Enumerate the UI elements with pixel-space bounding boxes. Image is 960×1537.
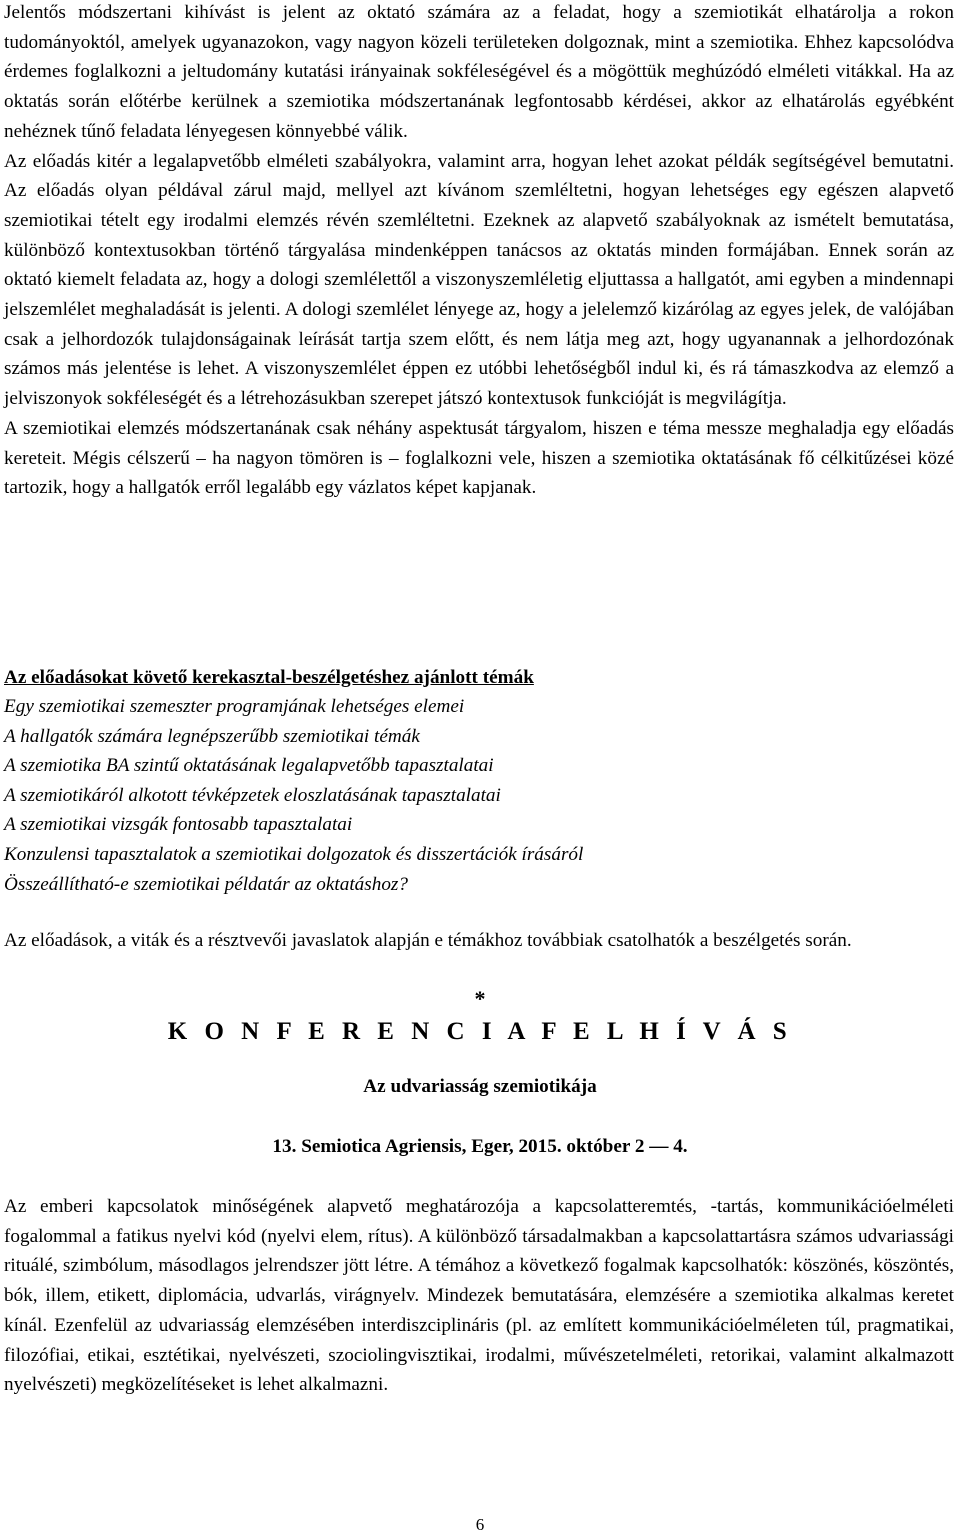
- conference-call-title: K O N F E R E N C I A F E L H Í V Á S: [167, 1018, 793, 1045]
- page-number: 6: [475, 1515, 485, 1534]
- conference-subtitle: Az udvariasság szemiotikája: [363, 1076, 597, 1097]
- conference-body: [4, 1192, 954, 1400]
- intro-section: [4, 0, 954, 503]
- list-item: Összeállítható-e szemiotikai példatár az oktatáshoz?: [4, 873, 408, 895]
- intro-paragraph-1: Jelentős módszertani kihívást is jelent az oktató számára az a feladat, hogy a szemiotikát elhatárolja a rokon tudományoktól, amelyek ugyanazokon, vagy nagyon közeli területeken dolgoznak, mint a szemiotika. Ehhez kapcsolódva érdemes foglalkozni a jeltudomány kutatási irányainak sokféleségével és a mögöttük meghúzódó elméleti vitákkal. Ha az oktatás során előtérbe kerülnek a szemiotika módszertanának legfontosabb kérdései, akkor az elhatárolás egyébként nehéznek tűnő feladata lényegesen könnyebbé válik.: [4, 2, 954, 142]
- conference-event-line: 13. Semiotica Agriensis, Eger, 2015. október 2 — 4.: [272, 1136, 688, 1157]
- list-item: A szemiotika BA szintű oktatásának legalapvetőbb tapasztalatai: [4, 755, 494, 777]
- list-item: A szemiotikáról alkotott tévképzetek eloszlatásának tapasztalatai: [4, 784, 501, 806]
- roundtable-topic-list: [4, 692, 583, 899]
- roundtable-heading: Az előadásokat követő kerekasztal-beszélgetéshez ajánlott témák: [4, 667, 534, 688]
- intro-paragraph-2: Az előadás kitér a legalapvetőbb elméleti szabályokra, valamint arra, hogyan lehet azokat példák segítségével bemutatni. Az előadás olyan példával zárul majd, mellyel azt kívánom szemléltetni, hogyan lehetséges egy egészen alapvető szemiotikai tételt egy irodalmi elemzés révén szemléltetni. Ezeknek az alapvető szabályoknak az ismételt bemutatása, különböző kontextusokban történő tárgyalása mindenképpen tanácsos az oktatás minden formájában. Ennek során az oktató kiemelt feladata az, hogy a dologi szemlélettől a viszonyszemléletig eljuttassa a hallgatót, ami egyben a mindennapi jelszemlélet meghaladását is jelenti. A dologi szemlélet lényege az, hogy a jelelemző kizárólag az egyes jelek, de valójában csak a jelhordozók tulajdonságainak leírását tartja szem előtt, és nem látja meg azt, hogy ugyanannak a jelhordozónak számos más jelentése is lehet. A viszonyszemlélet éppen ez utóbbi lehetőségből indul ki, és rá támaszkodva az elemző a jelviszonyok sokféleségét és a létrehozásukban szerepet játszó kontextusok funkcióját is megvilágítja.: [4, 150, 954, 410]
- list-item: Konzulensi tapasztalatok a szemiotikai dolgozatok és disszertációk írásáról: [4, 843, 584, 865]
- section-separator: *: [474, 986, 486, 1011]
- list-item: A hallgatók számára legnépszerűbb szemiotikai témák: [4, 725, 420, 747]
- roundtable-closing-text: Az előadások, a viták és a résztvevői javaslatok alapján e témákhoz továbbiak csatolhatók a beszélgetés során.: [4, 930, 852, 951]
- roundtable-closing: [4, 926, 954, 956]
- conference-body-text: Az emberi kapcsolatok minőségének alapvető meghatározója a kapcsolatteremtés, -tartás, kommunikációelméleti fogalommal a fatikus nyelvi kód (nyelvi elem, rítus). A különböző társadalmakban a kapcsolattartásra számos udvariassági rituálé, szimbólum, másodlagos jelrendszer jött létre. A témához a következő fogalmak kapcsolhatók: köszönés, köszöntés, bók, illem, etikett, diplomácia, udvarlás, virágnyelv. Mindezek bemutatására, elemzésére a szemiotika alkalmas keretet kínál. Ezenfelül az udvariasság elemzésében interdiszciplináris (pl. az említett kommunikációelméleten túl, pragmatikai, filozófiai, etikai, esztétikai, nyelvészeti, szociolingvisztikai, irodalmi, művészetelméleti, retorikai, valamint alkalmazott nyelvészeti) megközelítéseket is lehet alkalmazni.: [4, 1196, 954, 1396]
- list-item: Egy szemiotikai szemeszter programjának lehetséges elemei: [4, 696, 465, 717]
- list-item: A szemiotikai vizsgák fontosabb tapasztalatai: [4, 814, 353, 836]
- intro-paragraph-3: A szemiotikai elemzés módszertanának csak néhány aspektusát tárgyalom, hiszen e téma messze meghaladja egy előadás kereteit. Mégis célszerű – ha nagyon tömören is – foglalkozni vele, hiszen a szemiotika oktatásának fő célkitűzései közé tartozik, hogy a hallgatók erről legalább egy vázlatos képet kapjanak.: [4, 417, 954, 499]
